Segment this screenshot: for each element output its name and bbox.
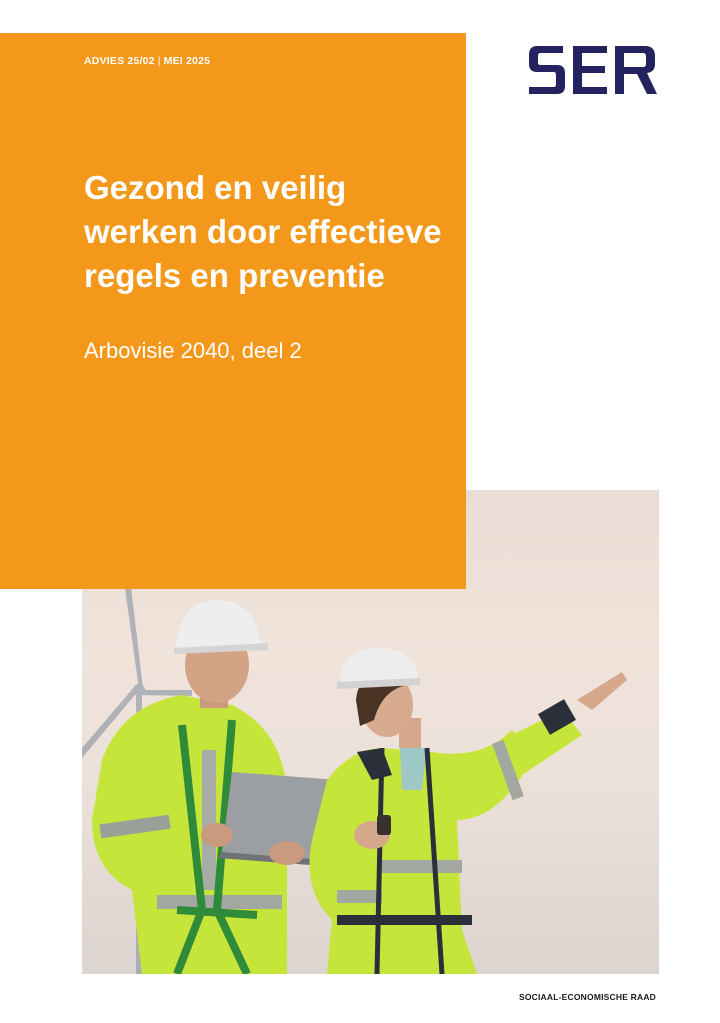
ser-logo	[527, 42, 657, 96]
cover-title-panel-overlap	[82, 490, 466, 589]
publication-meta	[84, 55, 210, 67]
document-subtitle: Arbovisie 2040, deel 2	[84, 338, 302, 363]
organization-name: SOCIAAL-ECONOMISCHE RAAD	[518, 992, 656, 1002]
document-title	[84, 166, 464, 298]
title-line-2: werken door effectieve	[84, 213, 442, 250]
title-line-3: regels en preventie	[84, 257, 385, 294]
worker-woman	[310, 648, 628, 974]
title-line-1: Gezond en veilig	[84, 169, 347, 206]
publication-date: MEI 2025	[163, 55, 211, 67]
meta-separator: |	[157, 55, 161, 67]
advice-number: ADVIES 25/02	[84, 55, 155, 67]
